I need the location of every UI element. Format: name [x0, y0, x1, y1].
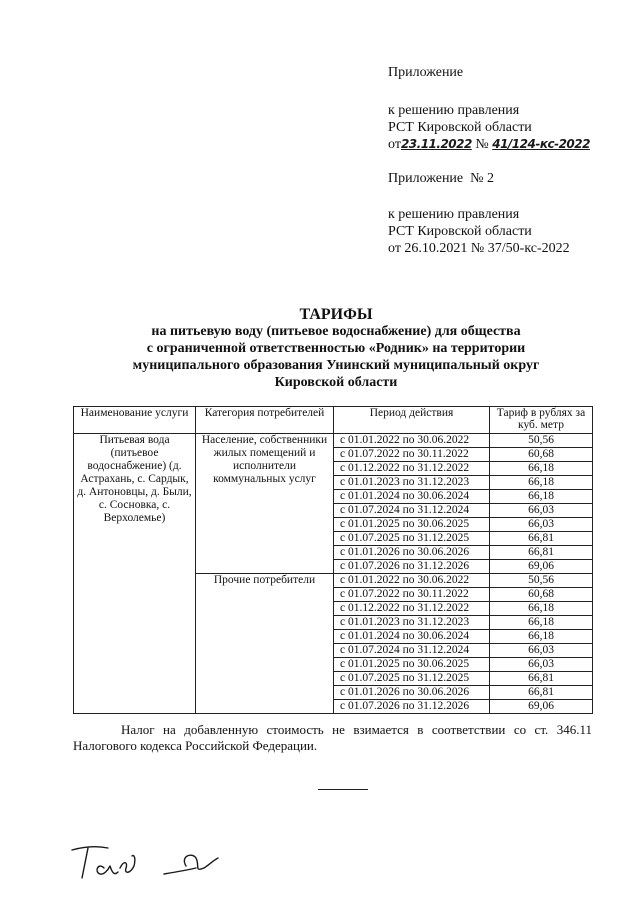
document-title	[96, 306, 576, 391]
decision-reference	[388, 136, 590, 153]
title-line: с ограниченной ответственностью «Родник» на территории	[146, 341, 526, 356]
period-cell: с 01.07.2022 по 30.11.2022	[334, 588, 490, 602]
tariffs-table	[73, 406, 593, 714]
period-cell: с 01.07.2026 по 31.12.2026	[334, 560, 490, 574]
closing-rule	[318, 789, 368, 790]
title-line: на питьевую воду (питьевое водоснабжение) для общества	[151, 324, 521, 339]
decision-authority: РСТ Кировской области	[388, 224, 532, 239]
rate-cell: 66,03	[490, 644, 593, 658]
title-line: муниципального образования Унинский муниципальный округ	[132, 358, 540, 373]
period-cell: с 01.07.2026 по 31.12.2026	[334, 700, 490, 714]
decision-number-label: №	[475, 137, 489, 152]
period-cell: с 01.12.2022 по 31.12.2022	[334, 602, 490, 616]
period-cell: с 01.07.2025 по 31.12.2025	[334, 672, 490, 686]
column-header: Наименование услуги	[74, 407, 196, 434]
annex-2-label: Приложение № 2	[388, 171, 494, 186]
vat-note: Налог на добавленную стоимость не взимается в соответствии со ст. 346.11 Налогового кодекса Российской Федерации.	[73, 722, 592, 753]
consumer-category-cell: Население, собственники жилых помещений и исполнители коммунальных услуг	[196, 434, 334, 574]
rate-cell: 60,68	[490, 588, 593, 602]
title-line: Кировской области	[274, 375, 398, 390]
signature-image	[68, 838, 228, 888]
table-row	[74, 434, 593, 448]
period-cell: с 01.01.2024 по 30.06.2024	[334, 630, 490, 644]
column-header: Период действия	[334, 407, 490, 434]
decision-line: к решению правления	[388, 103, 520, 118]
column-header: Тариф в рублях за куб. метр	[490, 407, 593, 434]
decision-authority: РСТ Кировской области	[388, 120, 532, 135]
table-header-row	[74, 407, 593, 434]
rate-cell: 60,68	[490, 448, 593, 462]
rate-cell: 66,18	[490, 490, 593, 504]
rate-cell: 69,06	[490, 700, 593, 714]
rate-cell: 66,18	[490, 602, 593, 616]
handwritten-number: 41/124-кс-2022	[492, 137, 590, 151]
signature-stroke	[120, 855, 135, 872]
rate-cell: 66,18	[490, 616, 593, 630]
period-cell: с 01.01.2024 по 30.06.2024	[334, 490, 490, 504]
rate-cell: 66,18	[490, 462, 593, 476]
period-cell: с 01.01.2023 по 31.12.2023	[334, 616, 490, 630]
signature-stroke	[164, 868, 196, 874]
signature-stroke	[97, 866, 118, 874]
rate-cell: 50,56	[490, 574, 593, 588]
period-cell: с 01.01.2025 по 30.06.2025	[334, 658, 490, 672]
period-cell: с 01.07.2022 по 30.11.2022	[334, 448, 490, 462]
annex-label: Приложение	[388, 65, 464, 80]
signature-stroke	[184, 855, 218, 869]
rate-cell: 66,81	[490, 532, 593, 546]
rate-cell: 66,18	[490, 476, 593, 490]
rate-cell: 66,03	[490, 658, 593, 672]
period-cell: с 01.01.2022 по 30.06.2022	[334, 434, 490, 448]
title-heading: ТАРИФЫ	[299, 306, 373, 323]
period-cell: с 01.01.2026 по 30.06.2026	[334, 686, 490, 700]
rate-cell: 66,03	[490, 504, 593, 518]
period-cell: с 01.01.2025 по 30.06.2025	[334, 518, 490, 532]
decision-from-label: от	[388, 137, 401, 152]
period-cell: с 01.07.2024 по 31.12.2024	[334, 504, 490, 518]
period-cell: с 01.01.2022 по 30.06.2022	[334, 574, 490, 588]
rate-cell: 66,18	[490, 630, 593, 644]
signature-stroke	[82, 848, 88, 878]
rate-cell: 66,81	[490, 672, 593, 686]
consumer-category-cell: Прочие потребители	[196, 574, 334, 714]
rate-cell: 50,56	[490, 434, 593, 448]
rate-cell: 66,81	[490, 546, 593, 560]
rate-cell: 66,03	[490, 518, 593, 532]
period-cell: с 01.12.2022 по 31.12.2022	[334, 462, 490, 476]
decision-reference: от 26.10.2021 № 37/50-кс-2022	[388, 241, 570, 256]
period-cell: с 01.01.2026 по 30.06.2026	[334, 546, 490, 560]
handwritten-date: 23.11.2022	[400, 137, 472, 151]
rate-cell: 69,06	[490, 560, 593, 574]
service-name-cell: Питьевая вода (питьевое водоснабжение) (д. Астрахань, с. Сардык, д. Антоновцы, д. Были, с. Сосновка, с. Верхолемье)	[74, 434, 196, 714]
signature-stroke	[72, 847, 108, 850]
period-cell: с 01.07.2024 по 31.12.2024	[334, 644, 490, 658]
column-header: Категория потребителей	[196, 407, 334, 434]
rate-cell: 66,81	[490, 686, 593, 700]
decision-line: к решению правления	[388, 207, 520, 222]
period-cell: с 01.07.2025 по 31.12.2025	[334, 532, 490, 546]
period-cell: с 01.01.2023 по 31.12.2023	[334, 476, 490, 490]
